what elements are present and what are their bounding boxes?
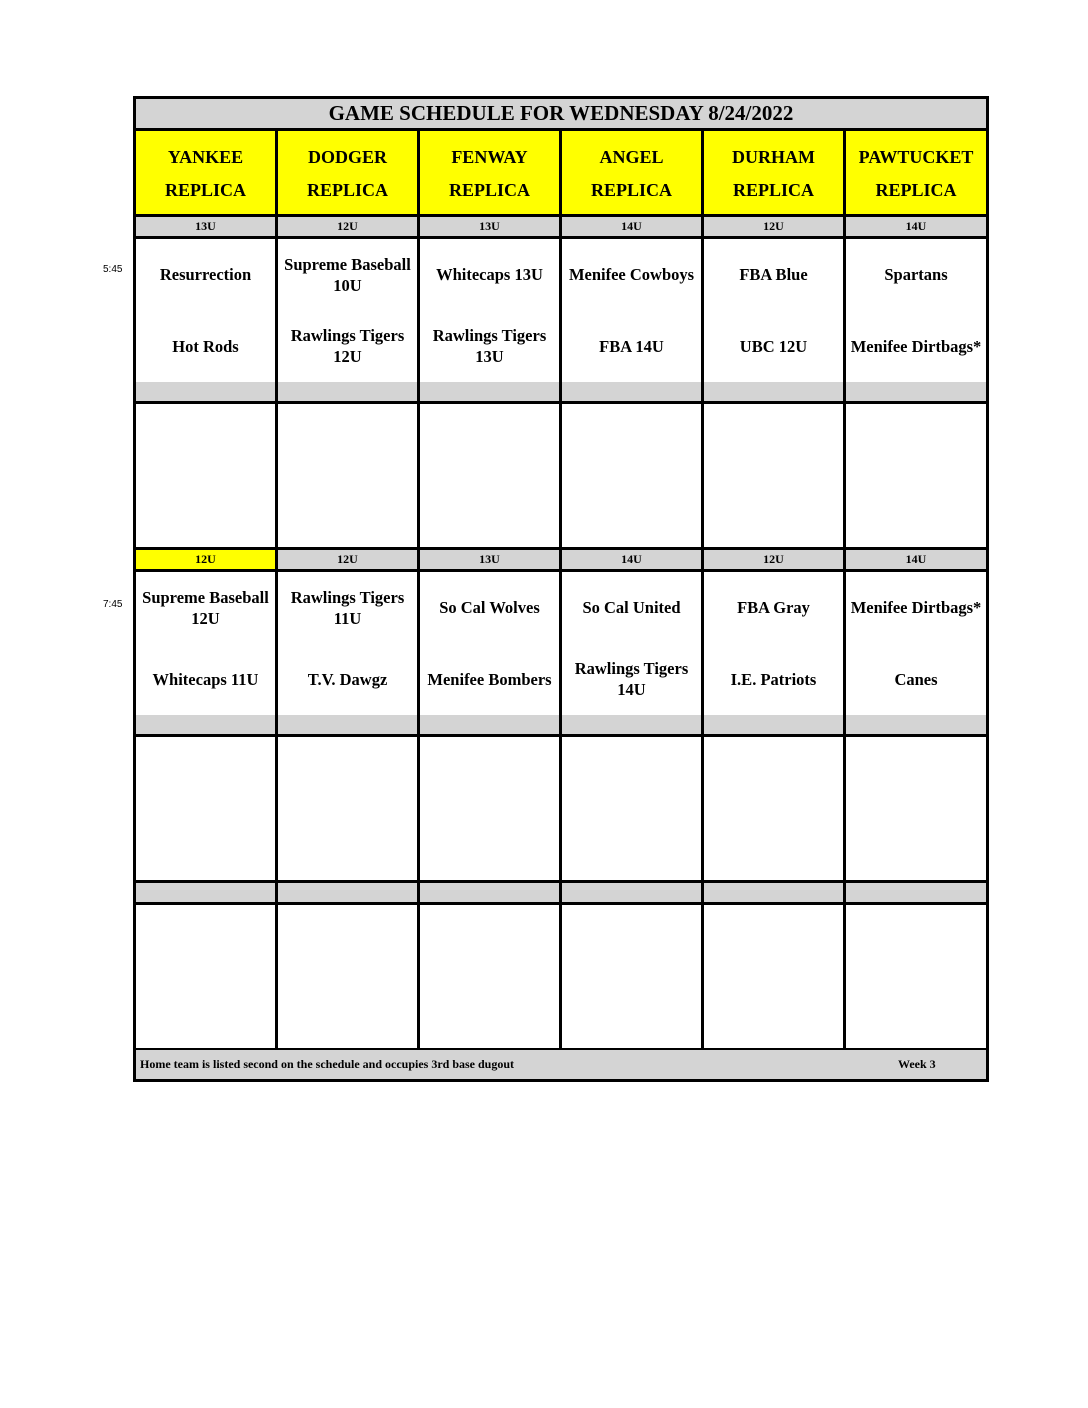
game-cell [846, 239, 986, 382]
home-team: Menifee Dirtbags* [850, 336, 982, 356]
away-team: Resurrection [159, 265, 252, 285]
separator-cell [562, 883, 704, 902]
empty-cell [562, 905, 704, 1048]
empty-cell [704, 905, 846, 1048]
empty-cell [562, 737, 704, 880]
field-sub: REPLICA [448, 179, 530, 200]
age-label: 12U [136, 550, 278, 569]
home-team: T.V. Dawgz [307, 669, 388, 689]
schedule-sheet [133, 96, 989, 1082]
away-team: Supreme Baseball 10U [284, 254, 411, 295]
slot-time-1: 5:45 [103, 264, 123, 275]
field-durham [704, 131, 846, 214]
game-cell [278, 572, 420, 715]
empty-cell [704, 737, 846, 880]
separator-row [136, 715, 986, 737]
away-team: Spartans [884, 265, 948, 285]
age-row-1 [136, 217, 986, 239]
field-name: PAWTUCKET [858, 146, 974, 167]
age-label: 13U [420, 217, 562, 236]
separator-cell [136, 883, 278, 902]
game-cell [136, 239, 278, 382]
age-label: 14U [846, 217, 986, 236]
separator-cell [562, 382, 704, 401]
separator-cell [704, 715, 846, 734]
game-cell [278, 239, 420, 382]
field-fenway [420, 131, 562, 214]
home-team: Rawlings Tigers 14U [574, 659, 689, 700]
field-name: FENWAY [451, 146, 528, 167]
age-label: 12U [278, 217, 420, 236]
home-team: Hot Rods [172, 336, 239, 356]
game-cell [420, 572, 562, 715]
field-pawtucket [846, 131, 986, 214]
game-cell [704, 572, 846, 715]
field-dodger [278, 131, 420, 214]
empty-cell [136, 404, 278, 547]
home-team: Canes [894, 669, 938, 689]
empty-cell [846, 404, 986, 547]
away-team: Menifee Cowboys [568, 265, 695, 285]
game-cell [420, 239, 562, 382]
away-team: Supreme Baseball 12U [142, 587, 269, 628]
away-team: So Cal United [582, 598, 681, 618]
separator-row [136, 883, 986, 905]
age-row-2 [136, 550, 986, 572]
slot-time-2: 7:45 [103, 599, 123, 610]
separator-cell [846, 883, 986, 902]
empty-cell [846, 737, 986, 880]
empty-cell [846, 905, 986, 1048]
game-cell [562, 239, 704, 382]
separator-cell [846, 715, 986, 734]
empty-cell [562, 404, 704, 547]
age-label: 13U [420, 550, 562, 569]
field-sub: REPLICA [590, 179, 672, 200]
age-label: 13U [136, 217, 278, 236]
home-team: I.E. Patriots [730, 669, 817, 689]
game-cell [704, 239, 846, 382]
home-team: Menifee Bombers [427, 669, 552, 689]
field-sub: REPLICA [875, 179, 957, 200]
away-team: FBA Gray [737, 598, 810, 618]
separator-cell [278, 715, 420, 734]
empty-row [136, 905, 986, 1051]
empty-cell [136, 905, 278, 1048]
empty-cell [420, 737, 562, 880]
home-team: Rawlings Tigers 13U [432, 326, 547, 367]
age-label: 12U [278, 550, 420, 569]
separator-cell [704, 382, 846, 401]
home-team: Rawlings Tigers 12U [290, 326, 405, 367]
separator-cell [420, 715, 562, 734]
empty-cell [704, 404, 846, 547]
away-team: Whitecaps 13U [436, 265, 543, 285]
game-cell [846, 572, 986, 715]
home-team-note: Home team is listed second on the schedule and occupies 3rd base dugout [140, 1057, 515, 1071]
field-name: ANGEL [599, 146, 664, 167]
home-team: FBA 14U [599, 336, 664, 356]
age-label: 12U [704, 217, 846, 236]
separator-cell [704, 883, 846, 902]
age-label: 14U [562, 550, 704, 569]
home-team: Whitecaps 11U [152, 669, 259, 689]
separator-cell [278, 382, 420, 401]
empty-cell [278, 905, 420, 1048]
away-team: Rawlings Tigers 11U [290, 587, 405, 628]
week-label: Week 3 [898, 1057, 936, 1071]
field-sub: REPLICA [306, 179, 388, 200]
field-yankee [136, 131, 278, 214]
schedule-footer [136, 1050, 986, 1079]
separator-cell [420, 883, 562, 902]
separator-cell [136, 382, 278, 401]
separator-cell [420, 382, 562, 401]
games-row-1 [136, 239, 986, 385]
game-cell [136, 572, 278, 715]
empty-cell [420, 905, 562, 1048]
age-label: 14U [846, 550, 986, 569]
separator-cell [846, 382, 986, 401]
field-sub: REPLICA [164, 179, 246, 200]
field-name: DODGER [307, 146, 387, 167]
empty-cell [278, 737, 420, 880]
empty-cell [420, 404, 562, 547]
home-team: UBC 12U [739, 336, 808, 356]
away-team: FBA Blue [739, 265, 808, 285]
away-team: Menifee Dirtbags* [850, 598, 982, 618]
separator-row [136, 382, 986, 404]
game-cell [562, 572, 704, 715]
separator-cell [136, 715, 278, 734]
empty-cell [278, 404, 420, 547]
age-label: 12U [704, 550, 846, 569]
schedule-title: GAME SCHEDULE FOR WEDNESDAY 8/24/2022 [136, 99, 986, 131]
games-row-2 [136, 572, 986, 718]
field-angel [562, 131, 704, 214]
field-name: DURHAM [732, 146, 815, 167]
empty-row [136, 737, 986, 883]
empty-cell [136, 737, 278, 880]
field-name: YANKEE [167, 146, 244, 167]
field-sub: REPLICA [732, 179, 814, 200]
empty-row [136, 404, 986, 550]
field-header-row [136, 131, 986, 217]
separator-cell [278, 883, 420, 902]
away-team: So Cal Wolves [439, 598, 540, 618]
separator-cell [562, 715, 704, 734]
age-label: 14U [562, 217, 704, 236]
